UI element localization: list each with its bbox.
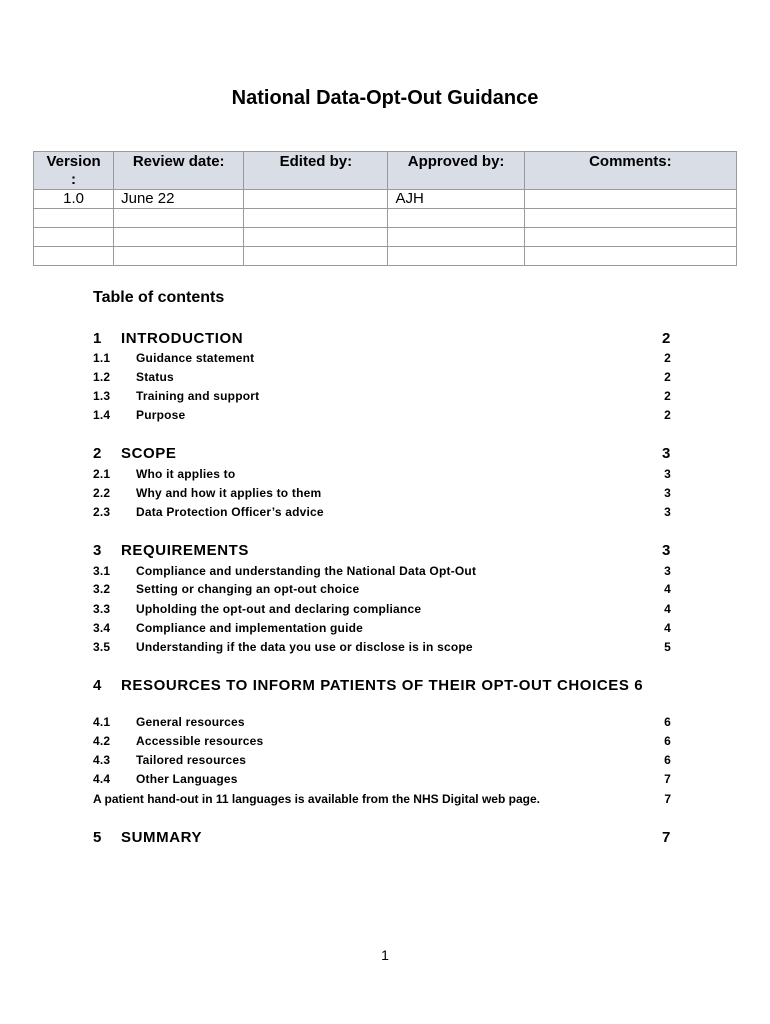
header-approved-by: Approved by: [388,152,524,190]
toc-item-label: Who it applies to [136,467,236,481]
toc-item-page: 7 [664,772,671,786]
toc-section-number: 3 [93,542,102,559]
toc-item-label: General resources [136,715,245,729]
toc-item-number: 4.4 [93,772,111,786]
toc-item-page: 6 [664,734,671,748]
toc-item-number: 4.3 [93,753,111,767]
cell-review-date: June 22 [114,190,244,209]
toc-section-number: 2 [93,445,102,462]
toc-section-page: 3 [662,542,671,559]
toc-item-number: 2.1 [93,467,111,481]
toc-item-label: Compliance and implementation guide [136,621,364,635]
toc-item-page: 7 [664,792,671,806]
version-table [33,151,737,266]
toc-item-label: Guidance statement [136,351,255,365]
toc-item-label: Accessible resources [136,734,264,748]
version-table-header-row [34,152,737,190]
toc-item-page: 6 [664,715,671,729]
toc-item-number: 3.5 [93,640,111,654]
toc-section-label: RESOURCES TO INFORM PATIENTS OF THEIR OPT-OUT CHOICES 6 [121,677,644,694]
toc-item-page: 3 [664,505,671,519]
toc-section-label: SCOPE [121,445,177,462]
toc-section-label: SUMMARY [121,829,203,846]
toc-item-page: 2 [664,408,671,422]
document-title: National Data-Opt-Out Guidance [231,87,539,109]
toc-item-label: A patient hand-out in 11 languages is available from the NHS Digital web page. [93,792,540,806]
toc-item-label: Compliance and understanding the National Data Opt-Out [136,564,477,578]
toc-section-number: 4 [93,677,102,694]
toc-item-page: 4 [664,602,671,616]
page-number: 1 [381,947,389,963]
toc-item-label: Why and how it applies to them [136,486,322,500]
toc-item-label: Upholding the opt-out and declaring compliance [136,602,422,616]
toc-item-label: Data Protection Officer’s advice [136,505,324,519]
toc-item-number: 2.3 [93,505,111,519]
toc-section-label: INTRODUCTION [121,330,244,347]
toc-item-number: 1.2 [93,370,111,384]
cell-version: 1.0 [34,190,114,209]
header-edited-by: Edited by: [244,152,388,190]
toc-item-page: 6 [664,753,671,767]
cell-comments [524,190,736,209]
toc-section-number: 5 [93,829,102,846]
toc-item-number: 3.4 [93,621,111,635]
toc-item-label: Setting or changing an opt-out choice [136,582,360,596]
toc-item-page: 4 [664,621,671,635]
toc-item-number: 4.2 [93,734,111,748]
cell-edited-by [244,190,388,209]
toc-item-number: 4.1 [93,715,111,729]
toc-item-label: Purpose [136,408,186,422]
toc-item-number: 1.1 [93,351,111,365]
toc-item-patient-handout[interactable] [93,792,671,806]
toc-item-label: Understanding if the data you use or disclose is in scope [136,640,473,654]
header-review-date: Review date: [114,152,244,190]
table-row [34,190,737,209]
toc-section-number: 1 [93,330,102,347]
table-row [34,228,737,247]
toc-title: Table of contents [93,289,225,306]
toc-item-number: 1.3 [93,389,111,403]
toc-item-number: 2.2 [93,486,111,500]
toc-item-page: 3 [664,486,671,500]
toc-item-label: Other Languages [136,772,238,786]
header-version: Version : [34,152,114,190]
toc-section-page: 3 [662,445,671,462]
toc-item-page: 5 [664,640,671,654]
toc-item-page: 3 [664,564,671,578]
toc-section-label: REQUIREMENTS [121,542,250,559]
toc-item-number: 3.3 [93,602,111,616]
cell-approved-by: AJH [388,190,524,209]
toc-item-page: 3 [664,467,671,481]
toc-section-page: 7 [662,829,671,846]
toc-item-label: Tailored resources [136,753,247,767]
toc-item-label: Training and support [136,389,260,403]
toc-item-page: 2 [664,351,671,365]
toc-item-page: 4 [664,582,671,596]
header-comments: Comments: [524,152,736,190]
table-row [34,247,737,266]
toc-item-number: 3.1 [93,564,111,578]
toc-item-label: Status [136,370,174,384]
toc-item-page: 2 [664,370,671,384]
toc-item-page: 2 [664,389,671,403]
toc-section-page: 2 [662,330,671,347]
toc-item-number: 3.2 [93,582,111,596]
table-row [34,209,737,228]
toc-item-number: 1.4 [93,408,111,422]
